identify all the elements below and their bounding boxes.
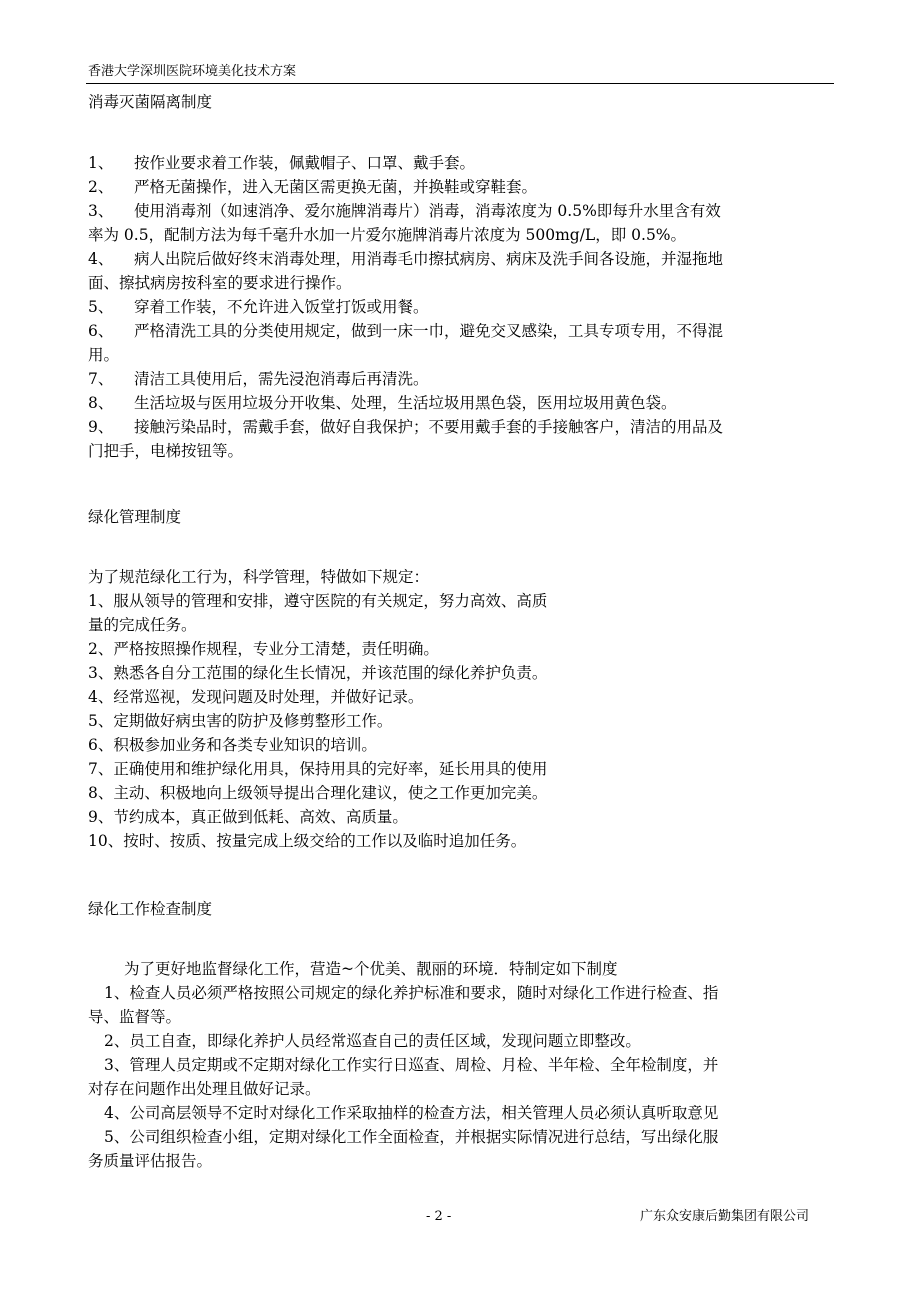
list-item: 5、公司组织检查小组，定期对绿化工作全面检查，并根据实际情况进行总结，写出绿化服	[104, 1128, 719, 1146]
item-text: 清洁工具使用后，需先浸泡消毒后再清洗。	[134, 370, 429, 388]
item-text: 按作业要求着工作装，佩戴帽子、口罩、戴手套。	[134, 154, 476, 172]
intro-text: 为了更好地监督绿化工作，营造~个优美、靓丽的环境．特制定如下制度	[124, 960, 618, 978]
item-number: 4、	[88, 250, 114, 268]
greening-inspection-rules	[88, 957, 840, 1173]
list-item: 6、积极参加业务和各类专业知识的培训。	[88, 736, 377, 754]
list-item: 1、检查人员必须严格按照公司规定的绿化养护标准和要求，随时对绿化工作进行检查、指	[104, 984, 719, 1002]
list-item-continuation: 面、擦拭病房按科室的要求进行操作。	[88, 274, 352, 292]
list-item: 10、按时、按质、按量完成上级交给的工作以及临时追加任务。	[88, 832, 527, 850]
item-number: 8、	[88, 394, 114, 412]
page-number: - 2 -	[426, 1209, 452, 1224]
item-text: 使用消毒剂（如速消净、爱尔施牌消毒片）消毒，消毒浓度为 0.5%即每升水里含有效	[134, 202, 721, 220]
list-item	[88, 175, 840, 199]
list-item: 5、定期做好病虫害的防护及修剪整形工作。	[88, 712, 393, 730]
list-item: 4、经常巡视，发现问题及时处理，并做好记录。	[88, 688, 424, 706]
list-item: 3、管理人员定期或不定期对绿化工作实行日巡查、周检、月检、半年检、全年检制度，并	[104, 1056, 719, 1074]
item-number: 1、	[88, 154, 114, 172]
item-number: 2、	[88, 178, 114, 196]
list-item: 2、严格按照操作规程，专业分工清楚，责任明确。	[88, 640, 439, 658]
list-item	[88, 367, 840, 391]
list-item	[88, 295, 840, 319]
list-item: 2、员工自查，即绿化养护人员经常巡查自己的责任区域，发现问题立即整改。	[104, 1032, 641, 1050]
intro-text: 为了规范绿化工行为，科学管理，特做如下规定：	[88, 568, 430, 586]
list-item: 4、公司高层领导不定时对绿化工作采取抽样的检查方法，相关管理人员必须认真听取意见	[104, 1104, 719, 1122]
item-number: 7、	[88, 370, 114, 388]
list-item-continuation: 用。	[88, 346, 120, 364]
list-item-continuation: 导、监督等。	[88, 1008, 182, 1026]
list-item: 7、正确使用和维护绿化用具，保持用具的完好率，延长用具的使用	[88, 760, 548, 778]
list-item: 3、熟悉各自分工范围的绿化生长情况，并该范围的绿化养护负责。	[88, 664, 548, 682]
list-item: 1、服从领导的管理和安排，遵守医院的有关规定，努力高效、高质	[88, 592, 548, 610]
item-text: 病人出院后做好终末消毒处理，用消毒毛巾擦拭病房、病床及洗手间各设施，并湿拖地	[134, 250, 724, 268]
list-item-continuation: 门把手，电梯按钮等。	[88, 442, 244, 460]
item-text: 严格清洗工具的分类使用规定，做到一床一巾，避免交叉感染，工具专项专用，不得混	[134, 322, 724, 340]
item-number: 3、	[88, 202, 114, 220]
list-item	[88, 151, 840, 175]
list-item: 8、主动、积极地向上级领导提出合理化建议，使之工作更加完美。	[88, 784, 548, 802]
document-header-title: 香港大学深圳医院环境美化技术方案	[88, 64, 297, 79]
list-item-continuation: 率为 0.5，配制方法为每千毫升水加一片爱尔施牌消毒片浓度为 500mg/L，即 0.5%。	[88, 226, 687, 244]
section-title-greening-inspection: 绿化工作检查制度	[88, 900, 213, 918]
item-text: 穿着工作装，不允许进入饭堂打饭或用餐。	[134, 298, 429, 316]
item-number: 6、	[88, 322, 114, 340]
list-item: 9、节约成本，真正做到低耗、高效、高质量。	[88, 808, 408, 826]
list-item	[88, 319, 840, 343]
section-title-disinfection: 消毒灭菌隔离制度	[88, 93, 213, 111]
header-divider	[86, 83, 834, 84]
list-item-continuation: 对存在问题作出处理且做好记录。	[88, 1080, 321, 1098]
list-item	[88, 391, 840, 415]
section-title-greening-management: 绿化管理制度	[88, 508, 182, 526]
list-item	[88, 247, 840, 271]
item-text: 严格无菌操作，进入无菌区需更换无菌，并换鞋或穿鞋套。	[134, 178, 538, 196]
item-number: 5、	[88, 298, 114, 316]
list-item-continuation: 务质量评估报告。	[88, 1152, 213, 1170]
list-item	[88, 199, 840, 223]
item-number: 9、	[88, 418, 114, 436]
list-item-continuation: 量的完成任务。	[88, 616, 197, 634]
disinfection-rules-list	[88, 151, 840, 463]
greening-management-rules	[88, 565, 840, 853]
item-text: 接触污染品时，需戴手套，做好自我保护；不要用戴手套的手接触客户，清洁的用品及	[134, 418, 724, 436]
footer-company-name: 广东众安康后勤集团有限公司	[640, 1209, 810, 1224]
list-item	[88, 415, 840, 439]
item-text: 生活垃圾与医用垃圾分开收集、处理，生活垃圾用黑色袋，医用垃圾用黄色袋。	[134, 394, 677, 412]
